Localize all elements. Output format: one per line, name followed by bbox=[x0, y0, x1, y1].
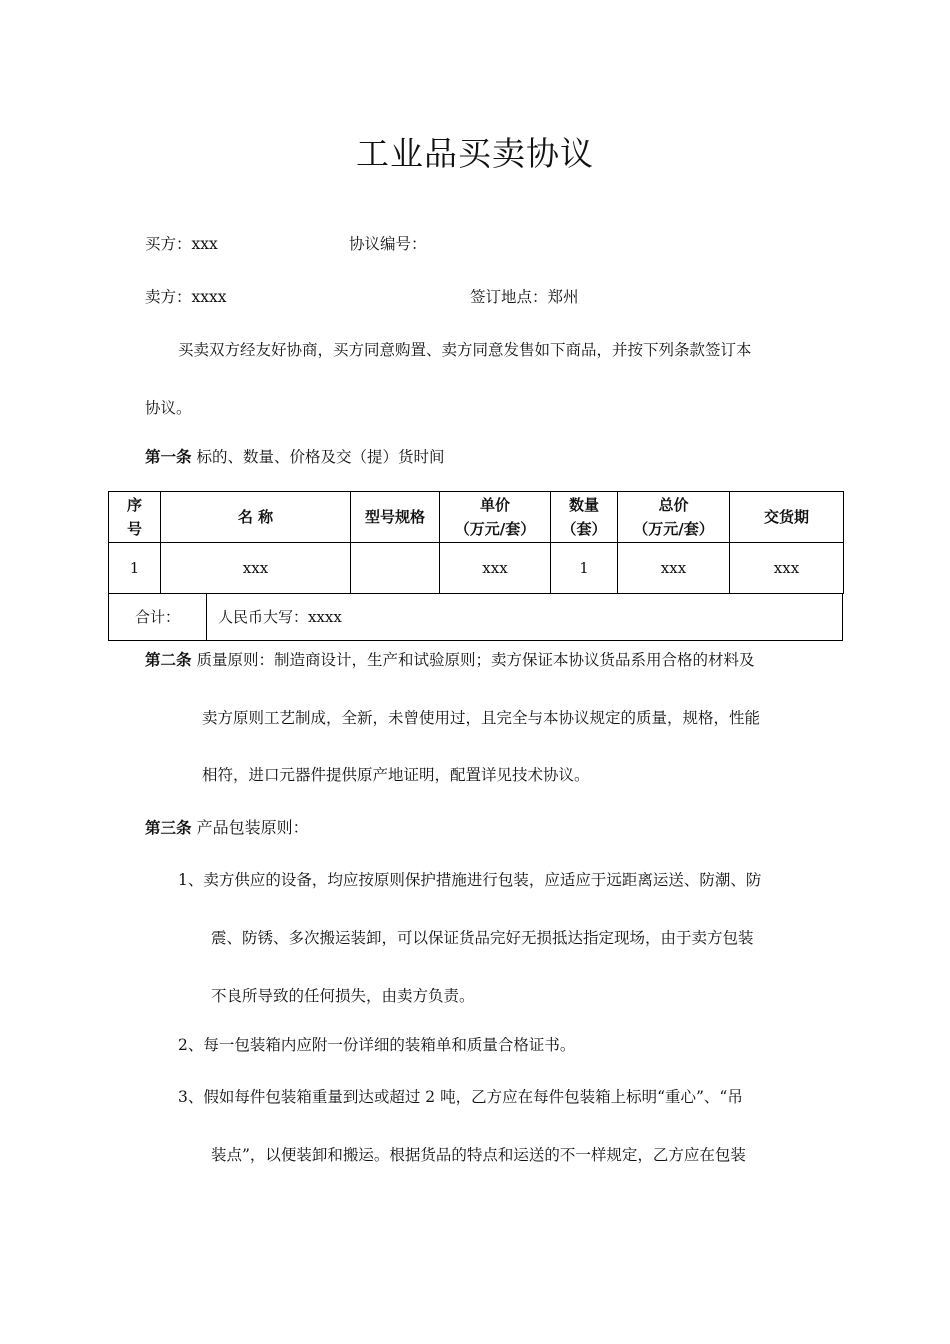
article-3-item1-line1: 1、卖方供应的设备，均应按原则保护措施进行包装，应适应于远距离运送、防潮、防 bbox=[178, 871, 762, 889]
article-3-item2: 2、每一包装箱内应附一份详细的装箱单和质量合格证书。 bbox=[178, 1036, 576, 1054]
total-value: 人民币大写：xxxx bbox=[218, 608, 342, 626]
table-total-row bbox=[108, 594, 843, 641]
header-name: 名 称 bbox=[161, 492, 351, 543]
header-seq: 序 号 bbox=[109, 492, 161, 543]
cell-total-price: xxx bbox=[618, 543, 730, 594]
article-3-text: 产品包装原则： bbox=[196, 818, 309, 837]
cell-quantity: 1 bbox=[551, 543, 618, 594]
article-2-label: 第二条 bbox=[145, 651, 192, 669]
header-total-price: 总价 （万元/套） bbox=[618, 492, 730, 543]
header-unit-price: 单价 （万元/套） bbox=[440, 492, 551, 543]
cell-unit-price: xxx bbox=[440, 543, 551, 594]
article-3-label: 第三条 bbox=[145, 819, 192, 837]
table-row bbox=[109, 543, 844, 594]
article-2-line2: 卖方原则工艺制成，全新，未曾使用过，且完全与本协议规定的质量，规格，性能 bbox=[202, 709, 761, 727]
cell-seq: 1 bbox=[109, 543, 161, 594]
total-label: 合计： bbox=[109, 594, 207, 640]
agreement-number-field: 协议编号： bbox=[349, 235, 427, 253]
intro-paragraph-line1: 买卖双方经友好协商，买方同意购置、卖方同意发售如下商品，并按下列条款签订本 bbox=[178, 341, 752, 359]
article-3-item3-line2: 装点”，以便装卸和搬运。根据货品的特点和运送的不一样规定，乙方应在包装 bbox=[211, 1146, 746, 1164]
article-1-text: 标的、数量、价格及交（提）货时间 bbox=[196, 448, 445, 466]
cell-name: xxx bbox=[161, 543, 351, 594]
cell-model bbox=[351, 543, 440, 594]
article-3-item1-line2: 震、防锈、多次搬运装卸，可以保证货品完好无损抵达指定现场，由于卖方包装 bbox=[211, 929, 754, 947]
seller-field: 卖方：xxxx bbox=[145, 288, 227, 306]
article-3-item3-line1: 3、假如每件包装箱重量到达或超过 2 吨，乙方应在每件包装箱上标明“重心”、“吊 bbox=[178, 1088, 743, 1106]
table-header-row bbox=[109, 492, 844, 543]
header-quantity: 数量 （套） bbox=[551, 492, 618, 543]
article-2-line3: 相符，进口元器件提供原产地证明，配置详见技术协议。 bbox=[202, 766, 590, 784]
article-1-heading bbox=[145, 445, 444, 467]
article-2-text: 质量原则：制造商设计，生产和试验原则；卖方保证本协议货品系用合格的材料及 bbox=[196, 651, 755, 669]
goods-table bbox=[108, 491, 844, 594]
header-delivery: 交货期 bbox=[730, 492, 844, 543]
article-1-label: 第一条 bbox=[145, 448, 192, 466]
sign-place-field: 签订地点：郑州 bbox=[470, 288, 579, 306]
article-2-line1 bbox=[145, 648, 754, 670]
header-model: 型号规格 bbox=[351, 492, 440, 543]
intro-paragraph-line2: 协议。 bbox=[145, 399, 192, 417]
document-title: 工业品买卖协议 bbox=[356, 134, 594, 173]
buyer-field: 买方：xxx bbox=[145, 235, 218, 253]
article-3-heading bbox=[145, 815, 309, 838]
cell-delivery: xxx bbox=[730, 543, 844, 594]
article-3-item1-line3: 不良所导致的任何损失，由卖方负责。 bbox=[211, 987, 475, 1005]
